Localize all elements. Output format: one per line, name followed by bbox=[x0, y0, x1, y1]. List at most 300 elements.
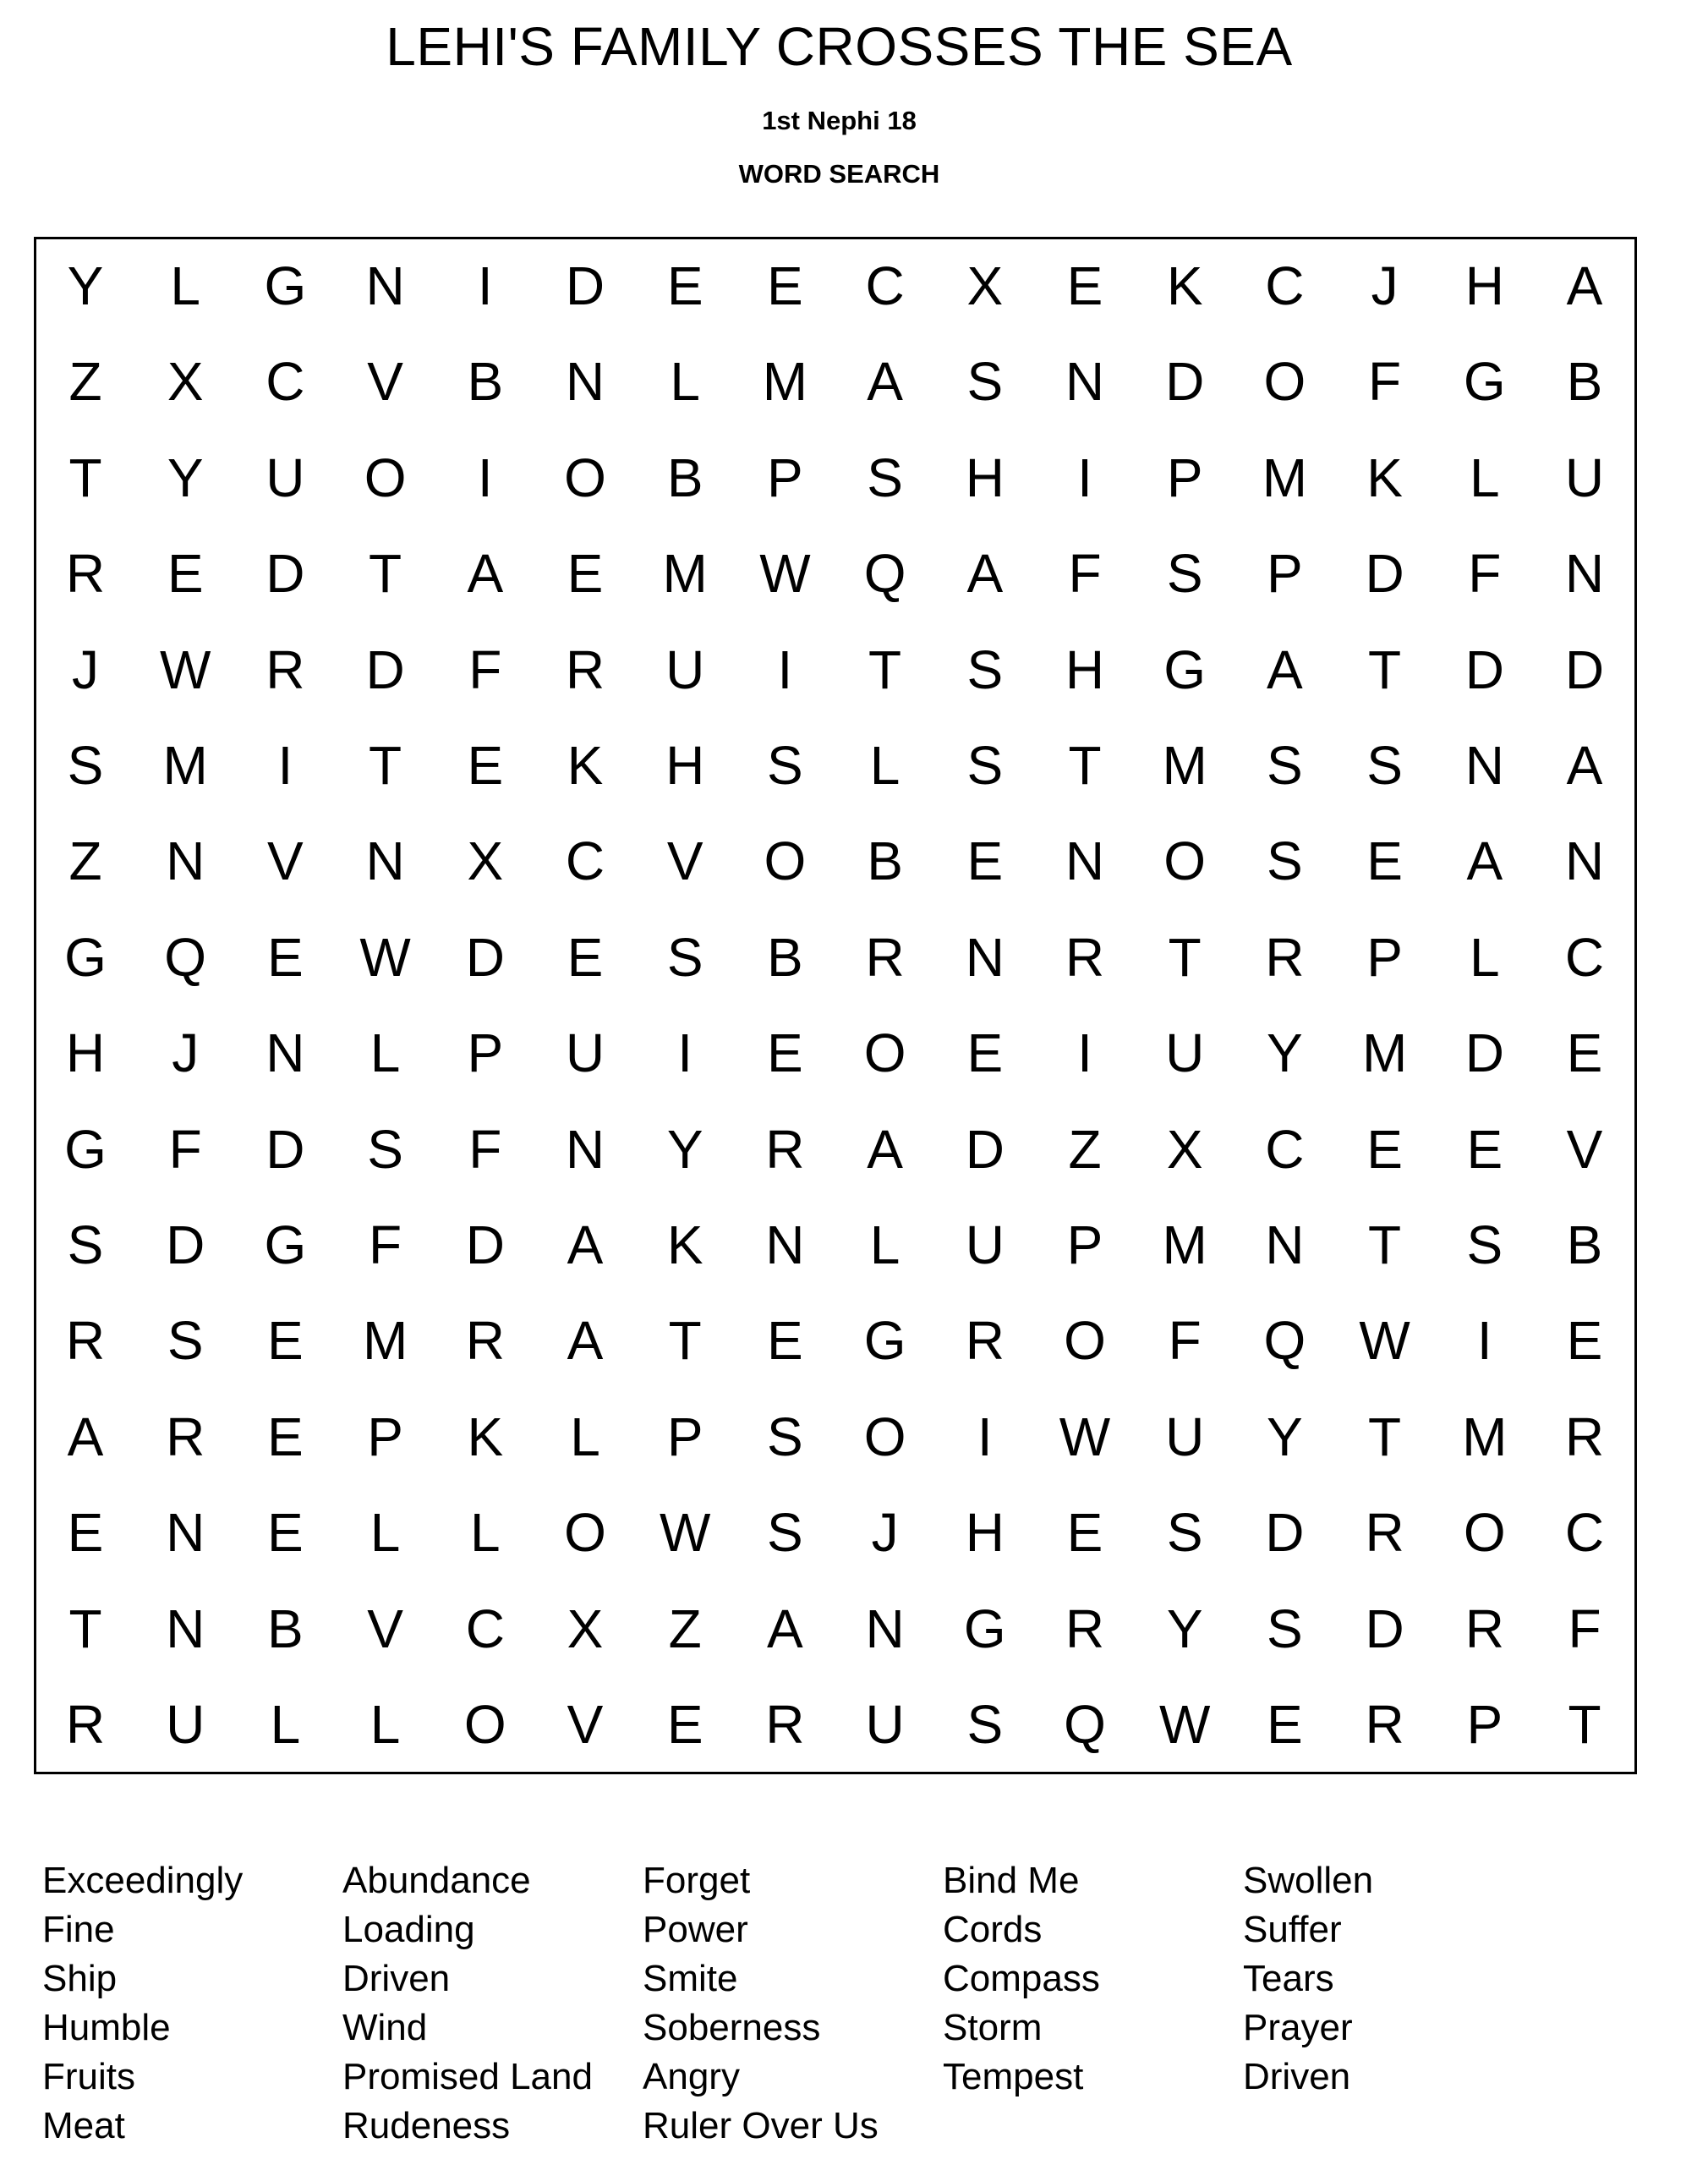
grid-letter: S bbox=[767, 1502, 803, 1564]
grid-letter: D bbox=[965, 1118, 1005, 1180]
grid-row bbox=[36, 1389, 1635, 1485]
grid-letter: E bbox=[1466, 1118, 1503, 1180]
grid-letter: D bbox=[1265, 1502, 1305, 1564]
grid-letter: L bbox=[270, 1694, 301, 1755]
grid-letter: E bbox=[567, 543, 604, 605]
grid-letter: P bbox=[666, 1406, 703, 1467]
grid-letter: L bbox=[869, 735, 901, 796]
grid-letter: G bbox=[264, 1214, 307, 1275]
grid-letter: N bbox=[1564, 543, 1605, 605]
grid-letter: E bbox=[666, 255, 703, 316]
grid-letter: R bbox=[465, 1310, 505, 1372]
grid-letter: R bbox=[1365, 1694, 1404, 1755]
grid-letter: M bbox=[1162, 1214, 1207, 1275]
grid-letter: M bbox=[1462, 1406, 1508, 1467]
grid-letter: I bbox=[777, 639, 793, 700]
grid-letter: E bbox=[1566, 1310, 1603, 1372]
grid-letter: Q bbox=[1064, 1694, 1106, 1755]
grid-letter: D bbox=[565, 255, 605, 316]
grid-letter: T bbox=[369, 543, 402, 605]
grid-letter: W bbox=[1059, 1406, 1111, 1467]
grid-letter: E bbox=[267, 1310, 304, 1372]
grid-letter: O bbox=[863, 1406, 906, 1467]
grid-letter: D bbox=[465, 1214, 505, 1275]
grid-row bbox=[36, 526, 1635, 622]
grid-letter: O bbox=[564, 1502, 606, 1564]
grid-letter: B bbox=[267, 1598, 304, 1659]
grid-letter: F bbox=[1468, 543, 1502, 605]
grid-letter: C bbox=[1265, 255, 1305, 316]
grid-letter: V bbox=[666, 830, 703, 892]
grid-letter: D bbox=[266, 1118, 305, 1180]
grid-letter: R bbox=[166, 1406, 205, 1467]
grid-letter: U bbox=[1165, 1406, 1205, 1467]
grid-letter: S bbox=[1166, 1502, 1203, 1564]
grid-letter: E bbox=[966, 830, 1004, 892]
word-list-item: Angry bbox=[643, 2056, 740, 2097]
grid-letter: E bbox=[267, 1502, 304, 1564]
grid-letter: P bbox=[367, 1406, 403, 1467]
grid-letter: R bbox=[965, 1310, 1005, 1372]
grid-letter: L bbox=[1470, 926, 1500, 988]
grid-letter: S bbox=[767, 1406, 803, 1467]
grid-letter: B bbox=[467, 351, 504, 413]
grid-letter: K bbox=[1166, 255, 1203, 316]
word-list-item: Power bbox=[643, 1909, 748, 1950]
grid-letter: A bbox=[67, 1406, 104, 1467]
grid-letter: N bbox=[365, 830, 405, 892]
grid-letter: A bbox=[1566, 255, 1603, 316]
grid-row bbox=[36, 1006, 1635, 1101]
grid-letter: V bbox=[567, 1694, 604, 1755]
grid-letter: J bbox=[1371, 255, 1399, 316]
word-list-item: Ruler Over Us bbox=[643, 2105, 879, 2146]
grid-letter: R bbox=[1265, 926, 1305, 988]
grid-letter: D bbox=[266, 543, 305, 605]
grid-letter: U bbox=[865, 1694, 905, 1755]
grid-letter: M bbox=[1262, 447, 1308, 508]
grid-letter: S bbox=[67, 735, 104, 796]
word-list bbox=[0, 1856, 1708, 2161]
grid-row bbox=[36, 718, 1635, 814]
grid-letter: N bbox=[1464, 735, 1504, 796]
grid-letter: S bbox=[367, 1118, 403, 1180]
grid-letter: N bbox=[765, 1214, 805, 1275]
grid-letter: S bbox=[1267, 735, 1303, 796]
grid-letter: Y bbox=[67, 255, 104, 316]
grid-letter: A bbox=[767, 1598, 803, 1659]
grid-letter: T bbox=[1368, 1214, 1402, 1275]
grid-letter: L bbox=[370, 1502, 401, 1564]
grid-letter: M bbox=[1361, 1022, 1408, 1084]
page-title: LEHI'S FAMILY CROSSES THE SEA bbox=[386, 16, 1293, 77]
grid-letter: V bbox=[267, 830, 304, 892]
grid-letter: N bbox=[166, 1598, 205, 1659]
grid-letter: S bbox=[1267, 1598, 1303, 1659]
grid-letter: D bbox=[465, 926, 505, 988]
grid-letter: C bbox=[1564, 926, 1605, 988]
grid-letter: R bbox=[1564, 1406, 1605, 1467]
grid-letter: A bbox=[867, 351, 903, 413]
word-list-item: Bind Me bbox=[943, 1860, 1080, 1901]
grid-row bbox=[36, 238, 1635, 334]
grid-letter: A bbox=[567, 1310, 604, 1372]
grid-letter: R bbox=[765, 1694, 805, 1755]
word-list-item: Humble bbox=[42, 2007, 171, 2048]
grid-row bbox=[36, 1581, 1635, 1677]
grid-letter: Y bbox=[1166, 1598, 1203, 1659]
grid-letter: P bbox=[1267, 543, 1303, 605]
grid-letter: W bbox=[1158, 1694, 1211, 1755]
grid-letter: B bbox=[1566, 351, 1603, 413]
grid-letter: A bbox=[867, 1118, 903, 1180]
grid-letter: Z bbox=[668, 1598, 702, 1659]
grid-letter: E bbox=[67, 1502, 104, 1564]
grid-letter: X bbox=[1166, 1118, 1203, 1180]
grid-letter: H bbox=[965, 447, 1005, 508]
grid-letter: F bbox=[468, 1118, 502, 1180]
word-column bbox=[342, 1856, 647, 2151]
grid-letter: A bbox=[567, 1214, 604, 1275]
grid-letter: H bbox=[965, 1502, 1005, 1564]
grid-letter: M bbox=[162, 735, 208, 796]
grid-letter: A bbox=[467, 543, 504, 605]
grid-row bbox=[36, 622, 1635, 718]
grid-letter: E bbox=[1066, 1502, 1103, 1564]
grid-letter: T bbox=[868, 639, 902, 700]
grid-letter: O bbox=[463, 1694, 506, 1755]
grid-letter: G bbox=[963, 1598, 1006, 1659]
grid-letter: M bbox=[1162, 735, 1207, 796]
grid-letter: P bbox=[1166, 447, 1203, 508]
grid-letter: J bbox=[72, 639, 99, 700]
grid-letter: N bbox=[1564, 830, 1605, 892]
grid-letter: G bbox=[264, 255, 307, 316]
word-list-item: Suffer bbox=[1243, 1909, 1342, 1950]
grid-letter: T bbox=[68, 1598, 102, 1659]
grid-letter: T bbox=[668, 1310, 702, 1372]
grid-letter: T bbox=[1168, 926, 1202, 988]
word-list-item: Prayer bbox=[1243, 2007, 1353, 2048]
grid-letter: I bbox=[1476, 1310, 1492, 1372]
grid-letter: S bbox=[966, 639, 1004, 700]
grid-letter: N bbox=[565, 351, 605, 413]
grid-letter: R bbox=[65, 1694, 106, 1755]
grid-letter: J bbox=[172, 1022, 200, 1084]
grid-letter: J bbox=[871, 1502, 899, 1564]
grid-row bbox=[36, 430, 1635, 526]
grid-letter: N bbox=[1065, 830, 1105, 892]
grid-letter: N bbox=[865, 1598, 905, 1659]
grid-letter: T bbox=[68, 447, 102, 508]
grid-letter: E bbox=[1366, 1118, 1403, 1180]
grid-letter: I bbox=[1077, 447, 1092, 508]
grid-letter: Z bbox=[1068, 1118, 1102, 1180]
grid-letter: O bbox=[564, 447, 606, 508]
grid-letter: U bbox=[1564, 447, 1605, 508]
grid-letter: U bbox=[965, 1214, 1005, 1275]
grid-letter: E bbox=[767, 255, 803, 316]
grid-letter: M bbox=[662, 543, 708, 605]
grid-letter: W bbox=[359, 926, 411, 988]
word-column bbox=[643, 1856, 947, 2151]
grid-letter: B bbox=[1566, 1214, 1603, 1275]
grid-letter: P bbox=[1466, 1694, 1503, 1755]
grid-letter: E bbox=[567, 926, 604, 988]
grid-letter: Y bbox=[666, 1118, 703, 1180]
grid-letter: Q bbox=[1263, 1310, 1306, 1372]
grid-letter: E bbox=[267, 1406, 304, 1467]
grid-letter: U bbox=[565, 1022, 605, 1084]
word-list-item: Driven bbox=[342, 1958, 451, 1999]
word-column bbox=[943, 1856, 1247, 2102]
grid-letter: Y bbox=[167, 447, 204, 508]
grid-letter: N bbox=[1065, 351, 1105, 413]
grid-letter: S bbox=[767, 735, 803, 796]
word-list-item: Loading bbox=[342, 1909, 475, 1950]
grid-letter: M bbox=[762, 351, 808, 413]
grid-letter: F bbox=[168, 1118, 202, 1180]
grid-letter: V bbox=[367, 1598, 403, 1659]
grid-letter: P bbox=[1066, 1214, 1103, 1275]
grid-letter: E bbox=[767, 1022, 803, 1084]
word-column bbox=[1243, 1856, 1547, 2102]
grid-letter: D bbox=[1365, 543, 1404, 605]
grid-letter: C bbox=[865, 255, 905, 316]
grid-letter: C bbox=[465, 1598, 505, 1659]
grid-row bbox=[36, 1102, 1635, 1198]
grid-letter: W bbox=[759, 543, 811, 605]
grid-letter: E bbox=[467, 735, 504, 796]
word-list-item: Abundance bbox=[342, 1860, 531, 1901]
grid-letter: N bbox=[166, 1502, 205, 1564]
grid-letter: R bbox=[765, 1118, 805, 1180]
grid-letter: A bbox=[1267, 639, 1303, 700]
grid-letter: O bbox=[863, 1022, 906, 1084]
grid-row bbox=[36, 334, 1635, 430]
grid-letter: R bbox=[266, 639, 305, 700]
grid-letter: D bbox=[1464, 1022, 1504, 1084]
grid-letter: R bbox=[65, 543, 106, 605]
grid-letter: T bbox=[369, 735, 402, 796]
grid-letter: W bbox=[159, 639, 211, 700]
grid-letter: S bbox=[167, 1310, 204, 1372]
grid-letter: N bbox=[266, 1022, 305, 1084]
grid-letter: D bbox=[166, 1214, 205, 1275]
grid-letter: E bbox=[167, 543, 204, 605]
grid-letter: S bbox=[1366, 735, 1403, 796]
grid-row bbox=[36, 1677, 1635, 1773]
grid-letter: K bbox=[567, 735, 604, 796]
grid-letter: B bbox=[867, 830, 903, 892]
grid-letter: F bbox=[468, 639, 502, 700]
grid-letter: E bbox=[1267, 1694, 1303, 1755]
grid-letter: I bbox=[477, 447, 493, 508]
grid-letter: O bbox=[764, 830, 807, 892]
grid-letter: Q bbox=[863, 543, 906, 605]
grid-letter: U bbox=[665, 639, 705, 700]
grid-letter: P bbox=[1366, 926, 1403, 988]
grid-letter: D bbox=[1165, 351, 1205, 413]
grid-letter: Z bbox=[68, 830, 102, 892]
grid-letter: L bbox=[470, 1502, 501, 1564]
grid-letter: F bbox=[1168, 1310, 1202, 1372]
word-list-item: Wind bbox=[342, 2007, 428, 2048]
grid-letter: S bbox=[867, 447, 903, 508]
grid-letter: S bbox=[67, 1214, 104, 1275]
word-list-item: Soberness bbox=[643, 2007, 821, 2048]
word-list-item: Tears bbox=[1243, 1958, 1334, 1999]
grid-letter: D bbox=[1564, 639, 1605, 700]
grid-letter: Y bbox=[1267, 1406, 1303, 1467]
grid-letter: E bbox=[666, 1694, 703, 1755]
word-list-item: Ship bbox=[42, 1958, 118, 1999]
grid-letter: W bbox=[1359, 1310, 1410, 1372]
grid-letter: T bbox=[1568, 1694, 1601, 1755]
grid-letter: R bbox=[865, 926, 905, 988]
grid-letter: A bbox=[1466, 830, 1503, 892]
grid-letter: L bbox=[570, 1406, 600, 1467]
grid-letter: S bbox=[1166, 543, 1203, 605]
grid-letter: I bbox=[277, 735, 293, 796]
grid-letter: Q bbox=[164, 926, 207, 988]
grid-letter: L bbox=[670, 351, 700, 413]
grid-letter: X bbox=[167, 351, 204, 413]
grid-letter: T bbox=[1068, 735, 1102, 796]
grid-letter: E bbox=[1066, 255, 1103, 316]
grid-letter: T bbox=[1368, 1406, 1402, 1467]
grid-letter: G bbox=[1163, 639, 1207, 700]
grid-letter: R bbox=[65, 1310, 106, 1372]
grid-letter: I bbox=[977, 1406, 993, 1467]
word-list-item: Driven bbox=[1243, 2056, 1351, 2097]
grid-letter: S bbox=[1466, 1214, 1503, 1275]
word-list-item: Swollen bbox=[1243, 1860, 1374, 1901]
grid-letter: K bbox=[1366, 447, 1403, 508]
grid-letter: F bbox=[369, 1214, 402, 1275]
grid-letter: M bbox=[362, 1310, 408, 1372]
grid-letter: S bbox=[666, 926, 703, 988]
grid-letter: H bbox=[1065, 639, 1105, 700]
word-list-item: Smite bbox=[643, 1958, 738, 1999]
grid-letter: I bbox=[1077, 1022, 1092, 1084]
grid-letter: F bbox=[1068, 543, 1102, 605]
grid-letter: O bbox=[1163, 830, 1207, 892]
grid-letter: F bbox=[1568, 1598, 1601, 1659]
grid-letter: X bbox=[966, 255, 1004, 316]
grid-letter: C bbox=[266, 351, 305, 413]
grid-letter: Z bbox=[68, 351, 102, 413]
word-list-item: Meat bbox=[42, 2105, 125, 2146]
grid-letter: G bbox=[863, 1310, 906, 1372]
grid-letter: C bbox=[1265, 1118, 1305, 1180]
grid-row bbox=[36, 814, 1635, 909]
grid-letter: D bbox=[1464, 639, 1504, 700]
puzzle-label: WORD SEARCH bbox=[738, 159, 940, 189]
word-list-item: Cords bbox=[943, 1909, 1043, 1950]
grid-letter: L bbox=[370, 1694, 401, 1755]
grid-letter: L bbox=[370, 1022, 401, 1084]
grid-letter: U bbox=[166, 1694, 205, 1755]
grid-letter: E bbox=[966, 1022, 1004, 1084]
grid-letter: T bbox=[1368, 639, 1402, 700]
grid-letter: O bbox=[364, 447, 407, 508]
grid-letter: E bbox=[267, 926, 304, 988]
grid-letter: N bbox=[1265, 1214, 1305, 1275]
word-list-item: Tempest bbox=[943, 2056, 1084, 2097]
grid-letter: V bbox=[1566, 1118, 1603, 1180]
word-list-item: Rudeness bbox=[342, 2105, 511, 2146]
grid-letter: R bbox=[1464, 1598, 1504, 1659]
word-column bbox=[42, 1856, 347, 2151]
grid-letter: P bbox=[767, 447, 803, 508]
grid-letter: D bbox=[1365, 1598, 1404, 1659]
grid-letter: S bbox=[1267, 830, 1303, 892]
grid-row bbox=[36, 1485, 1635, 1581]
grid-letter: E bbox=[1366, 830, 1403, 892]
scripture-reference: 1st Nephi 18 bbox=[762, 106, 917, 135]
grid-letter: O bbox=[1064, 1310, 1106, 1372]
grid-row bbox=[36, 1198, 1635, 1293]
word-list-item: Compass bbox=[943, 1958, 1100, 1999]
grid-letter: A bbox=[1566, 735, 1603, 796]
grid-letter: O bbox=[1263, 351, 1306, 413]
grid-letter: X bbox=[467, 830, 504, 892]
grid-letter: L bbox=[1470, 447, 1500, 508]
grid-letter: R bbox=[565, 639, 605, 700]
grid-letter: R bbox=[1365, 1502, 1404, 1564]
grid-letter: H bbox=[665, 735, 705, 796]
grid-letter: I bbox=[677, 1022, 693, 1084]
grid-letter: E bbox=[1566, 1022, 1603, 1084]
grid-letter: Y bbox=[1267, 1022, 1303, 1084]
grid-letter: H bbox=[65, 1022, 106, 1084]
grid-letter: N bbox=[565, 1118, 605, 1180]
grid-letter: L bbox=[869, 1214, 901, 1275]
grid-letter: U bbox=[266, 447, 305, 508]
grid-letter: C bbox=[565, 830, 605, 892]
grid-letter: W bbox=[659, 1502, 711, 1564]
grid-letter: O bbox=[1463, 1502, 1506, 1564]
grid-letter: I bbox=[477, 255, 493, 316]
grid-letter: S bbox=[966, 1694, 1004, 1755]
grid-letter: A bbox=[966, 543, 1004, 605]
grid-letter: S bbox=[966, 351, 1004, 413]
grid-letter: N bbox=[365, 255, 405, 316]
word-list-item: Storm bbox=[943, 2007, 1043, 2048]
grid-letter: G bbox=[64, 1118, 107, 1180]
word-list-item: Promised Land bbox=[342, 2056, 593, 2097]
grid-letter: K bbox=[666, 1214, 703, 1275]
grid-letter: G bbox=[64, 926, 107, 988]
word-list-item: Exceedingly bbox=[42, 1860, 244, 1901]
grid-letter: R bbox=[1065, 926, 1105, 988]
grid-letter: K bbox=[467, 1406, 504, 1467]
letter-grid bbox=[36, 238, 1635, 1773]
grid-letter: U bbox=[1165, 1022, 1205, 1084]
grid-letter: C bbox=[1564, 1502, 1605, 1564]
grid-letter: D bbox=[365, 639, 405, 700]
grid-letter: X bbox=[567, 1598, 604, 1659]
grid-letter: H bbox=[1464, 255, 1504, 316]
grid-letter: N bbox=[166, 830, 205, 892]
grid-letter: V bbox=[367, 351, 403, 413]
grid-letter: N bbox=[965, 926, 1005, 988]
word-list-item: Forget bbox=[643, 1860, 751, 1901]
grid-letter: L bbox=[170, 255, 200, 316]
grid-row bbox=[36, 910, 1635, 1006]
grid-letter: G bbox=[1463, 351, 1506, 413]
